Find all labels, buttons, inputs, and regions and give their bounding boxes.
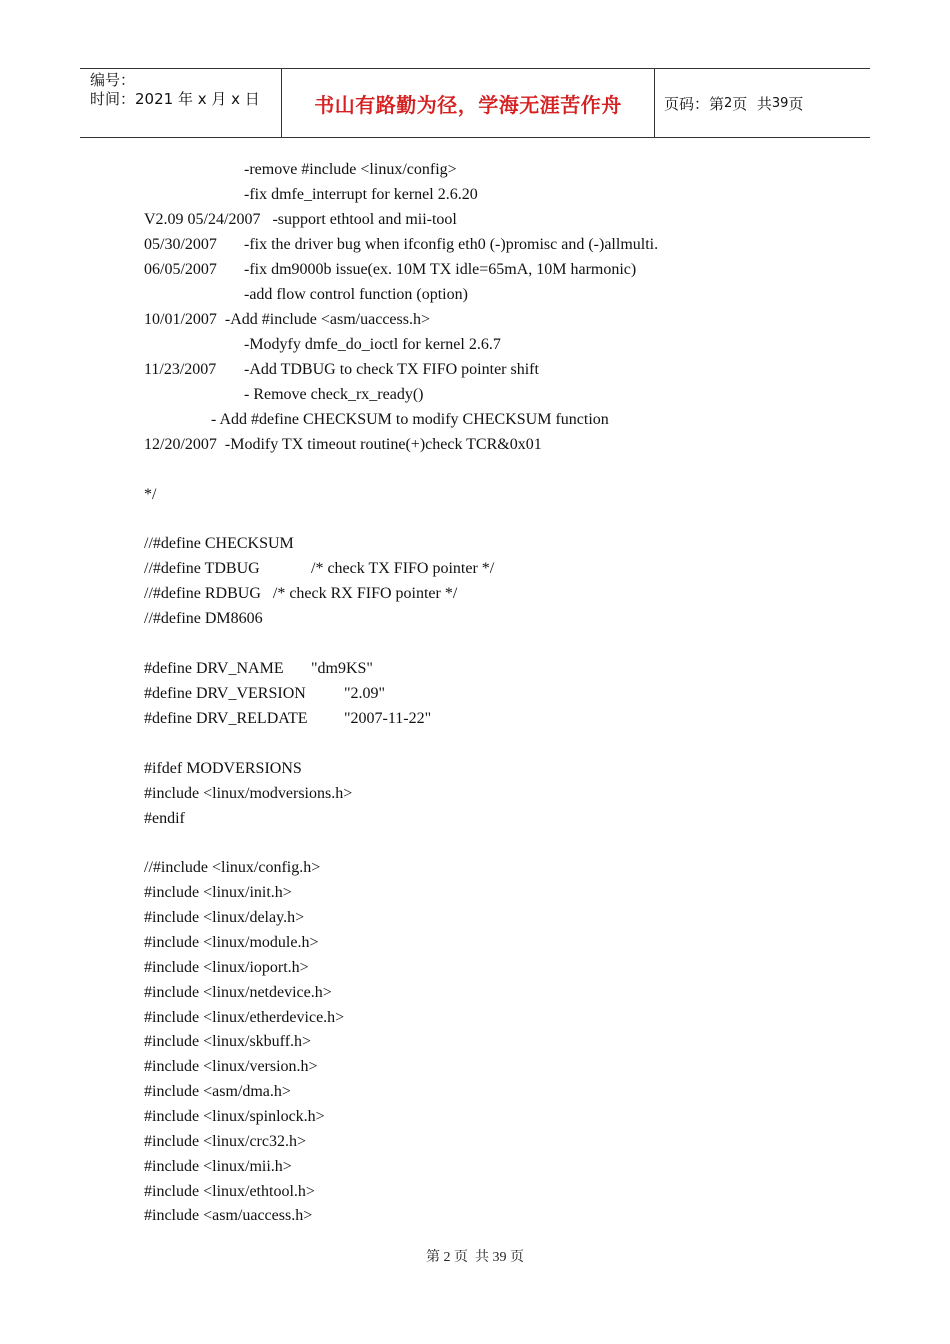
- header-meta: [90, 71, 280, 109]
- page-label-suffix: 页: [788, 94, 804, 113]
- code-line: -add flow control function (option): [244, 286, 468, 303]
- footer-prefix: 第: [426, 1250, 440, 1265]
- page-current: 2: [724, 95, 733, 111]
- code-line: /* check TX FIFO pointer */: [311, 560, 495, 577]
- code-line: #include <linux/ioport.h>: [144, 959, 309, 976]
- code-line: -fix dm9000b issue(ex. 10M TX idle=65mA, 10M harmonic): [244, 261, 637, 278]
- code-line: #include <linux/delay.h>: [144, 909, 305, 926]
- code-line: #include <linux/module.h>: [144, 934, 319, 951]
- code-line: 11/23/2007: [144, 361, 217, 378]
- code-line: //#define CHECKSUM: [144, 535, 294, 552]
- code-line: -fix dmfe_interrupt for kernel 2.6.20: [244, 186, 478, 203]
- code-line: #include <linux/modversions.h>: [144, 785, 353, 802]
- code-line: //#define DM8606: [144, 610, 263, 627]
- code-line: 12/20/2007 -Modify TX timeout routine(+)check TCR&0x01: [144, 436, 542, 453]
- code-line: #include <linux/ethtool.h>: [144, 1183, 315, 1200]
- document-time-label: 时间：2021 年 x 月 x 日: [90, 90, 260, 108]
- code-line: //#include <linux/config.h>: [144, 859, 321, 876]
- document-number-label: 编号：: [90, 71, 136, 89]
- page-header: [80, 68, 870, 138]
- footer-page-total: 39: [492, 1250, 507, 1265]
- code-line: #include <linux/etherdevice.h>: [144, 1009, 345, 1026]
- code-line: "2007-11-22": [344, 710, 432, 727]
- code-line: -fix the driver bug when ifconfig eth0 (-)promisc and (-)allmulti.: [244, 236, 659, 253]
- header-divider: [654, 69, 655, 137]
- code-line: #include <linux/crc32.h>: [144, 1133, 307, 1150]
- code-line: #include <linux/skbuff.h>: [144, 1033, 312, 1050]
- footer-page-current: 2: [443, 1250, 451, 1265]
- code-line: -remove #include <linux/config>: [244, 161, 457, 178]
- code-line: #include <asm/uaccess.h>: [144, 1207, 313, 1224]
- code-line: "2.09": [344, 685, 386, 702]
- code-line: #include <linux/mii.h>: [144, 1158, 292, 1175]
- code-line: //#define RDBUG /* check RX FIFO pointer */: [144, 585, 458, 602]
- code-line: //#define TDBUG: [144, 560, 260, 577]
- footer-suffix: 页: [510, 1250, 524, 1265]
- code-line: - Remove check_rx_ready(): [244, 386, 424, 403]
- header-page-indicator: [664, 69, 803, 137]
- code-line: #ifdef MODVERSIONS: [144, 760, 302, 777]
- page-footer: [0, 1246, 950, 1266]
- page-label-prefix: 页码：第: [664, 94, 725, 113]
- code-line: "dm9KS": [311, 660, 373, 677]
- code-line: 05/30/2007: [144, 236, 217, 253]
- code-line: #define DRV_NAME: [144, 660, 284, 677]
- code-line: V2.09 05/24/2007 -support ethtool and mii-tool: [144, 211, 457, 228]
- footer-mid: 页 共: [454, 1250, 489, 1265]
- page-label-mid: 页 共: [732, 94, 772, 113]
- code-line: 06/05/2007: [144, 261, 217, 278]
- code-line: - Add #define CHECKSUM to modify CHECKSUM function: [211, 411, 609, 428]
- code-line: -Modyfy dmfe_do_ioctl for kernel 2.6.7: [244, 336, 501, 353]
- code-line: #include <linux/spinlock.h>: [144, 1108, 325, 1125]
- code-line: #define DRV_RELDATE: [144, 710, 308, 727]
- code-line: #define DRV_VERSION: [144, 685, 306, 702]
- code-line: #include <asm/dma.h>: [144, 1083, 291, 1100]
- header-motto: 书山有路勤为径，学海无涯苦作舟: [314, 92, 622, 117]
- code-line: #include <linux/init.h>: [144, 884, 292, 901]
- page-total: 39: [771, 95, 789, 111]
- code-line: */: [144, 486, 157, 503]
- code-line: #endif: [144, 810, 185, 827]
- code-line: #include <linux/netdevice.h>: [144, 984, 332, 1001]
- code-line: -Add TDBUG to check TX FIFO pointer shift: [244, 361, 539, 378]
- code-line: #include <linux/version.h>: [144, 1058, 318, 1075]
- code-line: 10/01/2007 -Add #include <asm/uaccess.h>: [144, 311, 430, 328]
